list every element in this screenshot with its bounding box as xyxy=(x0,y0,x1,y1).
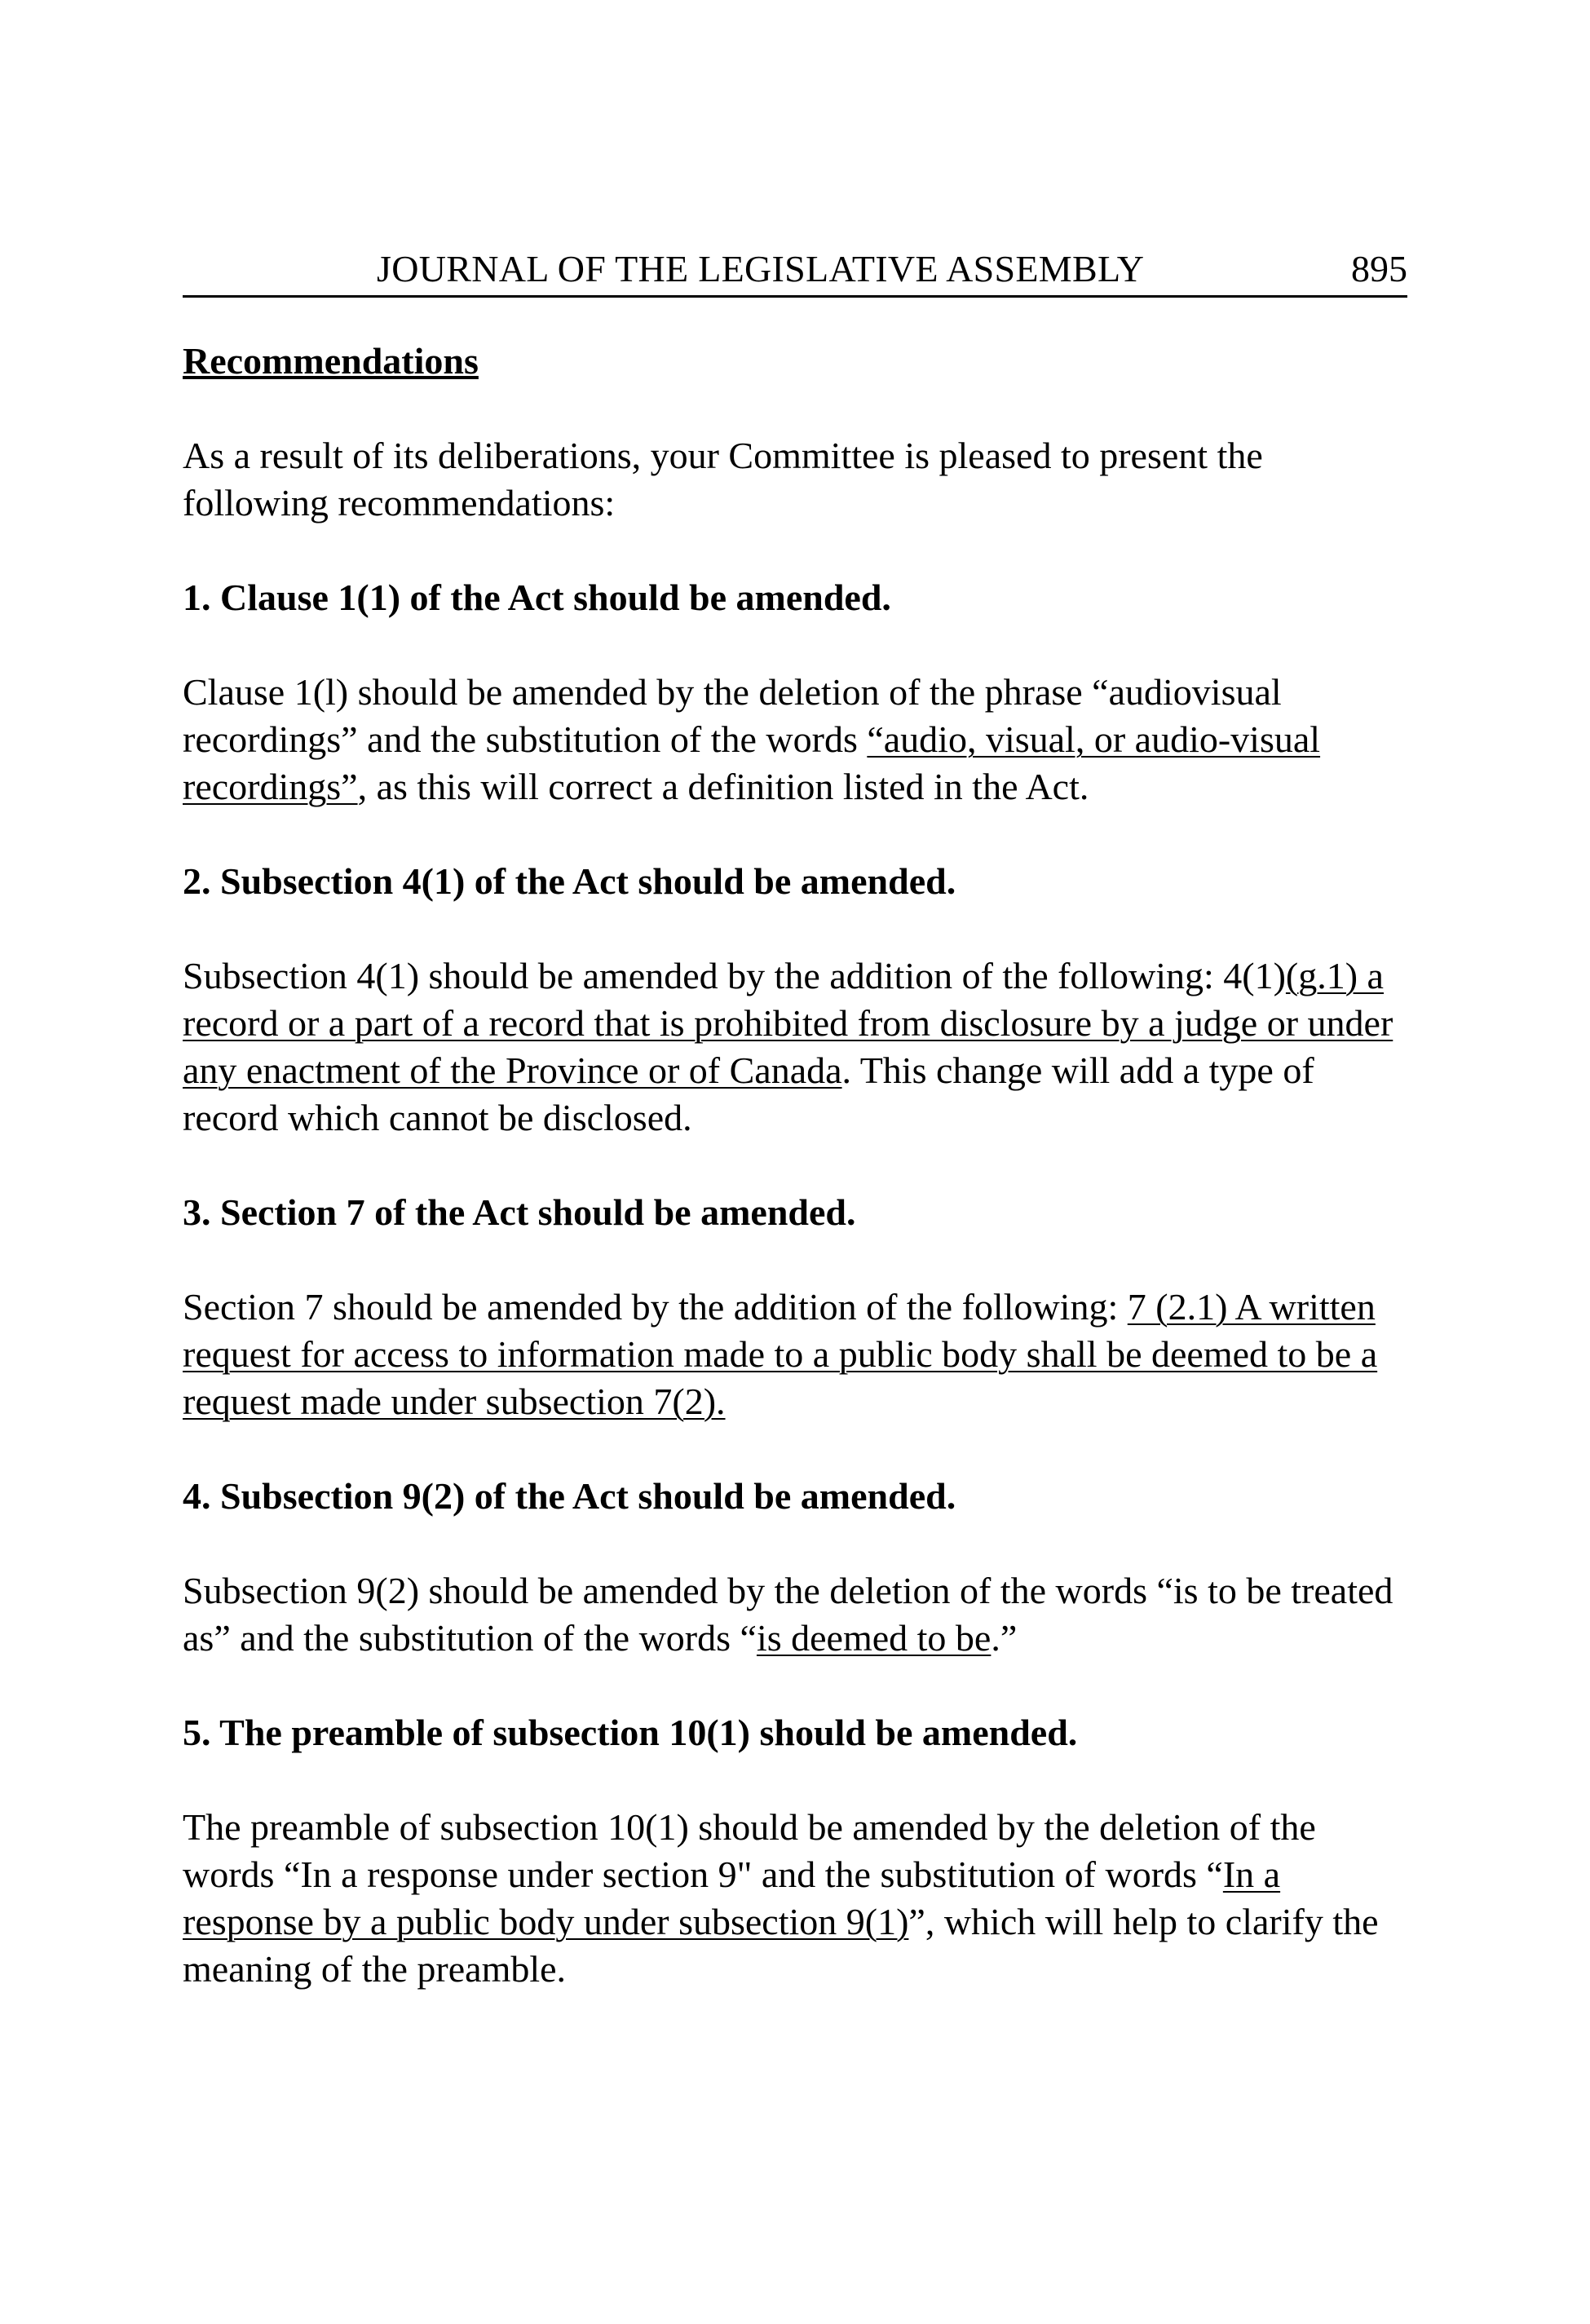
underlined-amendment: In a response by a public body under subsection 9(1) xyxy=(183,1853,1281,1942)
underlined-amendment: is deemed to be xyxy=(756,1617,992,1659)
section-title: Recommendations xyxy=(183,340,479,382)
intro-paragraph: As a result of its deliberations, your Committee is pleased to present the following recommendations: xyxy=(183,435,1263,524)
underlined-amendment: “audio, visual, or audio-visual recordings” xyxy=(183,718,1321,807)
recommendation-body-5 xyxy=(183,1804,1414,1993)
recommendation-heading-2: 2. Subsection 4(1) of the Act should be amended. xyxy=(183,860,956,902)
body-text: . This change will add a type of record which cannot be disclosed. xyxy=(183,1049,1314,1138)
body-text: ”, which will help to clarify the meaning of the preamble. xyxy=(183,1901,1379,1990)
recommendation-heading-3: 3. Section 7 of the Act should be amended. xyxy=(183,1191,856,1233)
recommendation-heading-1: 1. Clause 1(1) of the Act should be amended. xyxy=(183,577,891,618)
recommendation-body-1 xyxy=(183,669,1414,811)
underlined-amendment: 7 (2.1) A written request for access to information made to a public body shall be deemed to be a request made under subsection 7(2). xyxy=(183,1286,1378,1422)
journal-title: JOURNAL OF THE LEGISLATIVE ASSEMBLY xyxy=(377,248,1145,289)
body-text: Section 7 should be amended by the addition of the following: xyxy=(183,1286,1128,1328)
body-text: Clause 1(l) should be amended by the deletion of the phrase “audiovisual recordings” and the substitution of the words xyxy=(183,671,1282,760)
body-text: .” xyxy=(991,1617,1018,1659)
recommendation-body-4 xyxy=(183,1567,1414,1662)
recommendation-body-2 xyxy=(183,952,1414,1142)
page-content xyxy=(183,338,1414,1993)
body-text: , as this will correct a definition listed in the Act. xyxy=(357,766,1089,807)
recommendation-heading-4: 4. Subsection 9(2) of the Act should be amended. xyxy=(183,1475,956,1517)
body-text: Subsection 9(2) should be amended by the deletion of the words “is to be treated as” and the substitution of the words “ xyxy=(183,1570,1393,1659)
recommendation-body-3 xyxy=(183,1284,1414,1425)
underlined-amendment: (g.1) a record or a part of a record that is prohibited from disclosure by a judge or under any enactment of the Province or of Canada xyxy=(183,955,1393,1091)
page-number: 895 xyxy=(1351,248,1407,289)
recommendation-heading-5: 5. The preamble of subsection 10(1) should be amended. xyxy=(183,1712,1078,1753)
body-text: The preamble of subsection 10(1) should be amended by the deletion of the words “In a response under section 9" and the substitution of words “ xyxy=(183,1806,1316,1895)
page-header xyxy=(183,245,1407,298)
body-text: Subsection 4(1) should be amended by the addition of the following: 4(1) xyxy=(183,955,1286,996)
